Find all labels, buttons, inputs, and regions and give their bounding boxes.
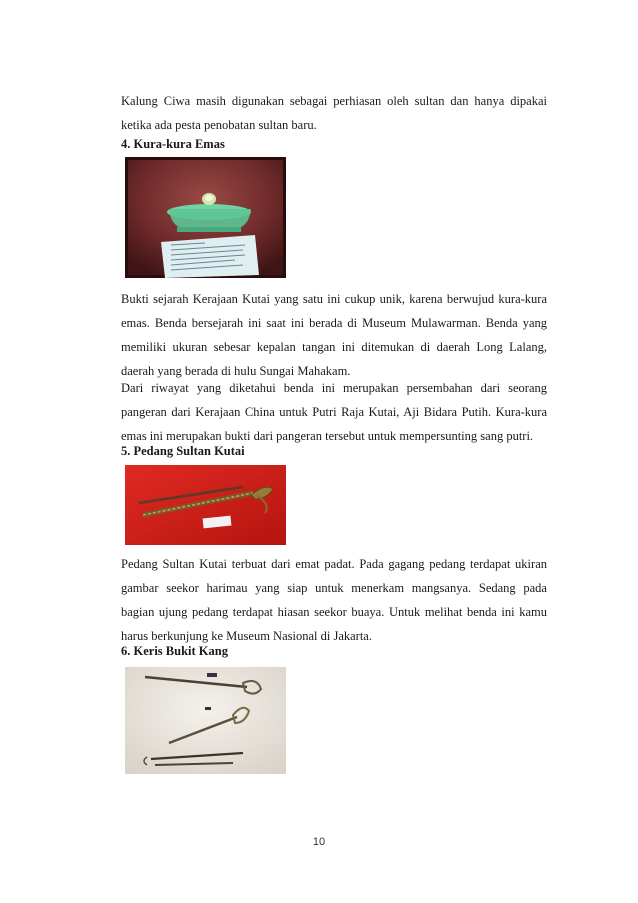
text-line: daerah yang berada di hulu Sungai Mahakam. (121, 364, 351, 378)
text-line: Kalung Ciwa masih digunakan sebagai perhiasan oleh sultan dan hanya dipakai (121, 94, 547, 108)
text-line: Pedang Sultan Kutai terbuat dari emat padat. Pada gagang pedang terdapat ukiran (121, 557, 547, 571)
section-heading-pedang-sultan-kutai: 5. Pedang Sultan Kutai (121, 444, 245, 458)
page-number: 10 (312, 836, 326, 848)
kura-kura-description-2 (121, 376, 547, 448)
intro-paragraph (121, 89, 547, 137)
text-line: emas ini merupakan bukti dari pangeran tersebut untuk mempersunting sang putri. (121, 429, 534, 443)
pedang-description (121, 552, 547, 648)
pedang-sultan-kutai-photo (125, 465, 286, 545)
text-line: harus berkunjung ke Museum Nasional di Jakarta. (121, 629, 372, 643)
section-heading-kura-kura-emas: 4. Kura-kura Emas (121, 137, 225, 151)
text-line: memiliki ukuran sebesar kepalan tangan ini ditemukan di daerah Long Lalang, (121, 340, 547, 354)
keris-bukit-kang-photo (125, 667, 286, 774)
kura-kura-emas-photo (125, 157, 286, 278)
text-line: ketika ada pesta penobatan sultan baru. (121, 118, 317, 132)
section-heading-keris-bukit-kang: 6. Keris Bukit Kang (121, 644, 228, 658)
text-line: Dari riwayat yang diketahui benda ini merupakan persembahan dari seorang (121, 381, 547, 395)
text-line: gambar seekor harimau yang siap untuk menerkam mangsanya. Sedang pada (121, 581, 547, 595)
kura-kura-description-1 (121, 287, 547, 383)
text-line: pangeran dari Kerajaan China untuk Putri Raja Kutai, Aji Bidara Putih. Kura-kura (121, 405, 547, 419)
text-line: bagian ujung pedang terdapat hiasan seekor buaya. Untuk melihat benda ini kamu (121, 605, 547, 619)
text-line: Bukti sejarah Kerajaan Kutai yang satu ini cukup unik, karena berwujud kura-kura (121, 292, 547, 306)
text-line: emas. Benda bersejarah ini saat ini berada di Museum Mulawarman. Benda yang (121, 316, 547, 330)
